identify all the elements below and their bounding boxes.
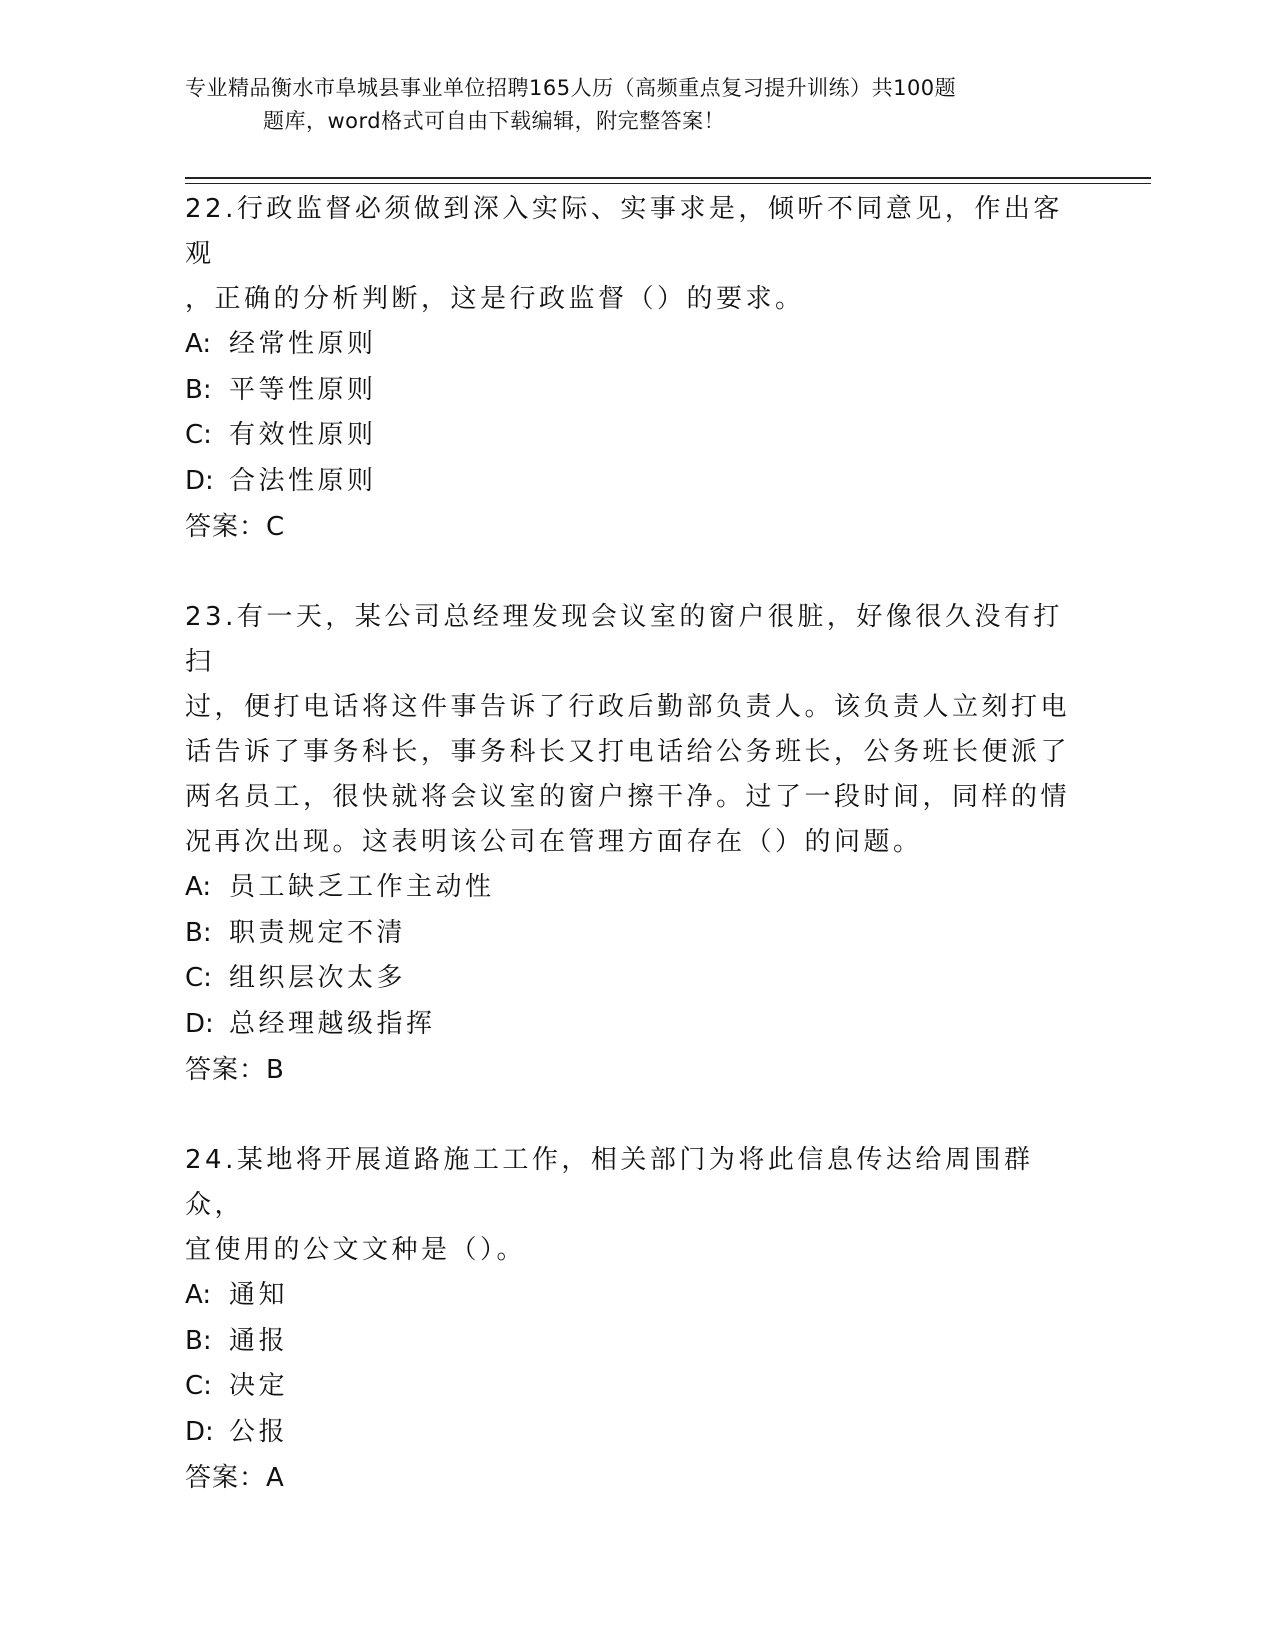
document-header [185, 72, 1085, 138]
question-text-line: 24.某地将开展道路施工工作，相关部门为将此信息传达给周围群众， [185, 1145, 1034, 1220]
header-title-line-2: 题库，word格式可自由下载编辑，附完整答案！ [263, 109, 726, 133]
question-text-line: 两名员工，很快就将会议室的窗户擦干净。过了一段时间，同样的情 [185, 782, 1071, 812]
question-22 [185, 187, 1085, 550]
question-text-line: 宜使用的公文文种是（）。 [185, 1235, 527, 1265]
option-text: 公报 [229, 1416, 289, 1447]
option-c [185, 1364, 1085, 1410]
option-text: 职责规定不清 [229, 917, 407, 948]
option-a [185, 322, 1085, 368]
question-text-line: ，正确的分析判断，这是行政监督（）的要求。 [185, 284, 805, 314]
question-text-line: 23.有一天，某公司总经理发现会议室的窗户很脏，好像很久没有打扫 [185, 602, 1063, 677]
option-letter: B: [185, 374, 212, 405]
option-text: 决定 [229, 1371, 289, 1401]
question-23 [185, 595, 1085, 1093]
answer-line: 答案：B [185, 1055, 285, 1085]
question-spacer [185, 550, 1085, 595]
question-text-line: 过，便打电话将这件事告诉了行政后勤部负责人。该负责人立刻打电 [185, 692, 1071, 722]
option-a [185, 865, 1085, 911]
option-letter: D: [185, 1008, 214, 1039]
question-text-line: 22.行政监督必须做到深入实际、实事求是，倾听不同意见，作出客观 [185, 194, 1063, 269]
header-divider-thin [185, 183, 1151, 184]
option-d [185, 1002, 1085, 1048]
option-b [185, 911, 1085, 957]
option-letter: D: [185, 465, 214, 496]
option-letter: C: [185, 963, 212, 993]
option-text: 员工缺乏工作主动性 [229, 872, 495, 902]
option-text: 平等性原则 [229, 374, 377, 405]
answer-line: 答案：A [185, 1463, 285, 1493]
option-text: 经常性原则 [229, 329, 377, 359]
option-text: 合法性原则 [229, 465, 377, 496]
option-text: 通知 [229, 1280, 289, 1310]
question-24 [185, 1138, 1085, 1501]
option-letter: A: [185, 1280, 212, 1310]
answer-line: 答案：C [185, 512, 286, 542]
option-letter: A: [185, 872, 212, 902]
option-text: 组织层次太多 [229, 963, 407, 993]
option-text: 总经理越级指挥 [229, 1008, 436, 1039]
question-spacer [185, 1093, 1085, 1138]
question-list [185, 187, 1085, 1501]
option-letter: C: [185, 420, 212, 450]
question-text-line: 话告诉了事务科长，事务科长又打电话给公务班长，公务班长便派了 [185, 737, 1071, 767]
option-d [185, 1410, 1085, 1456]
header-title-line-1: 专业精品衡水市阜城县事业单位招聘165人历（高频重点复习提升训练）共100题 [185, 76, 957, 100]
option-c [185, 956, 1085, 1002]
option-a [185, 1273, 1085, 1319]
question-text [185, 1138, 1085, 1273]
question-text [185, 187, 1085, 322]
option-letter: C: [185, 1371, 212, 1401]
option-c [185, 413, 1085, 459]
question-text-line: 况再次出现。这表明该公司在管理方面存在（）的问题。 [185, 827, 923, 857]
option-b [185, 1319, 1085, 1365]
question-text [185, 595, 1085, 865]
option-letter: B: [185, 1325, 212, 1356]
option-b [185, 368, 1085, 414]
header-divider-thick [185, 177, 1151, 179]
option-text: 有效性原则 [229, 420, 377, 450]
option-d [185, 459, 1085, 505]
option-letter: A: [185, 329, 212, 359]
option-text: 通报 [229, 1325, 289, 1356]
option-letter: B: [185, 917, 212, 948]
option-letter: D: [185, 1416, 214, 1447]
